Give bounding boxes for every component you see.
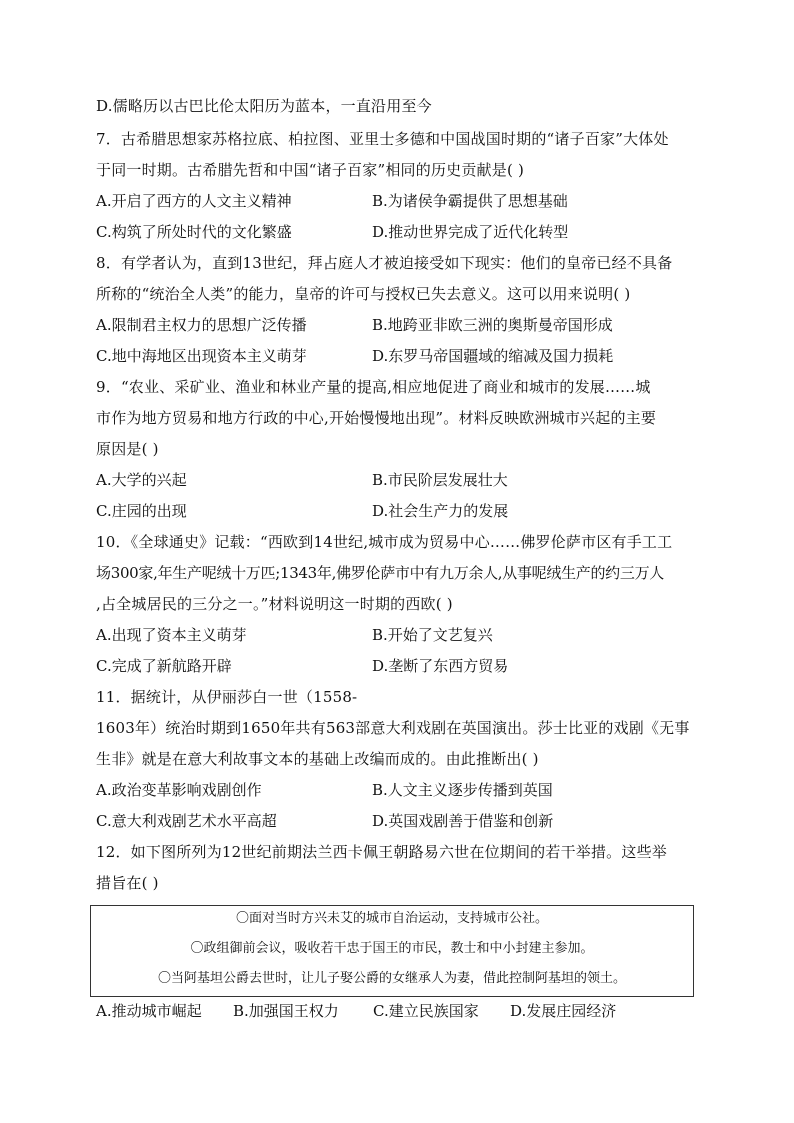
- q7-option-a[interactable]: A.开启了西方的人文主义精神: [96, 192, 292, 210]
- q9-option-a[interactable]: A.大学的兴起: [96, 471, 187, 489]
- q10-option-d[interactable]: D.垄断了东西方贸易: [372, 657, 509, 675]
- q9-option-b[interactable]: B.市民阶层发展壮大: [372, 471, 508, 489]
- q12-measure-1: 〇面对当时方兴未艾的城市自治运动，支持城市公社。: [235, 911, 548, 926]
- q11-option-a[interactable]: A.政治变革影响戏剧创作: [96, 781, 262, 799]
- q10-stem-line2: 场300家,年生产呢绒十万匹;1343年,佛罗伦萨市中有九万余人,从事呢绒生产的约三万人: [96, 564, 664, 582]
- q12-stem-line2: 措旨在( ): [96, 874, 159, 892]
- q9-stem-line3: 原因是( ): [96, 440, 159, 458]
- q11-option-c[interactable]: C.意大利戏剧艺术水平高超: [96, 812, 277, 830]
- q9-option-c[interactable]: C.庄园的出现: [96, 502, 187, 520]
- q8-stem-line2: 所称的“统治全人类”的能力，皇帝的许可与授权已失去意义。这可以用来说明( ): [96, 285, 631, 303]
- q11-stem-line2: 1603年）统治时期到1650年共有563部意大利戏剧在英国演出。莎士比亚的戏剧《无事: [96, 719, 690, 737]
- q12-stem-line1: 12．如下图所列为12世纪前期法兰西卡佩王朝路易六世在位期间的若干举措。这些举: [96, 843, 667, 861]
- q11-stem-line1: 11．据统计，从伊丽莎白一世（1558-: [96, 688, 358, 706]
- q7-option-d[interactable]: D.推动世界完成了近代化转型: [372, 223, 569, 241]
- q8-option-b[interactable]: B.地跨亚非欧三洲的奥斯曼帝国形成: [372, 316, 613, 334]
- q12-option-a[interactable]: A.推动城市崛起: [96, 1002, 202, 1020]
- q9-stem-line2: 市作为地方贸易和地方行政的中心,开始慢慢地出现”。材料反映欧洲城市兴起的主要: [96, 409, 657, 427]
- q8-option-d[interactable]: D.东罗马帝国疆域的缩减及国力损耗: [372, 347, 614, 365]
- q11-stem-line3: 生非》就是在意大利故事文本的基础上改编而成的。由此推断出( ): [96, 750, 539, 768]
- q6-option-d: D.儒略历以古巴比伦太阳历为蓝本，一直沿用至今: [96, 97, 432, 115]
- q10-option-b[interactable]: B.开始了文艺复兴: [372, 626, 493, 644]
- q10-stem-line3: ,占全城居民的三分之一。”材料说明这一时期的西欧( ): [96, 595, 453, 613]
- q10-stem-line1: 10．《全球通史》记载：“西欧到14世纪,城市成为贸易中心……佛罗伦萨市区有手工工: [96, 533, 673, 551]
- q7-option-c[interactable]: C.构筑了所处时代的文化繁盛: [96, 223, 292, 241]
- q12-option-c[interactable]: C.建立民族国家: [373, 1002, 479, 1020]
- q10-option-c[interactable]: C.完成了新航路开辟: [96, 657, 232, 675]
- q10-option-a[interactable]: A.出现了资本主义萌芽: [96, 626, 247, 644]
- q11-option-d[interactable]: D.英国戏剧善于借鉴和创新: [372, 812, 554, 830]
- q8-option-a[interactable]: A.限制君主权力的思想广泛传播: [96, 316, 307, 334]
- q8-stem-line1: 8．有学者认为，直到13世纪，拜占庭人才被迫接受如下现实：他们的皇帝已经不具备: [96, 254, 673, 272]
- q12-measures-box: [90, 905, 694, 997]
- q12-option-b[interactable]: B.加强国王权力: [233, 1002, 339, 1020]
- q12-measure-3: 〇当阿基坦公爵去世时，让儿子娶公爵的女继承人为妻，借此控制阿基坦的领土。: [157, 971, 626, 986]
- q7-stem-line2: 于同一时期。古希腊先哲和中国“诸子百家”相同的历史贡献是( ): [96, 161, 525, 179]
- q9-stem-line1: 9．“农业、采矿业、渔业和林业产量的提高,相应地促进了商业和城市的发展……城: [96, 378, 651, 396]
- q9-option-d[interactable]: D.社会生产力的发展: [372, 502, 509, 520]
- q7-stem-line1: 7．古希腊思想家苏格拉底、柏拉图、亚里士多德和中国战国时期的“诸子百家”大体处: [96, 130, 669, 148]
- q11-option-b[interactable]: B.人文主义逐步传播到英国: [372, 781, 553, 799]
- q8-option-c[interactable]: C.地中海地区出现资本主义萌芽: [96, 347, 307, 365]
- q12-option-d[interactable]: D.发展庄园经济: [510, 1002, 617, 1020]
- q7-option-b[interactable]: B.为诸侯争霸提供了思想基础: [372, 192, 568, 210]
- q12-measure-2: 〇政组御前会议，吸收若干忠于国王的市民，教士和中小封建主参加。: [190, 941, 594, 956]
